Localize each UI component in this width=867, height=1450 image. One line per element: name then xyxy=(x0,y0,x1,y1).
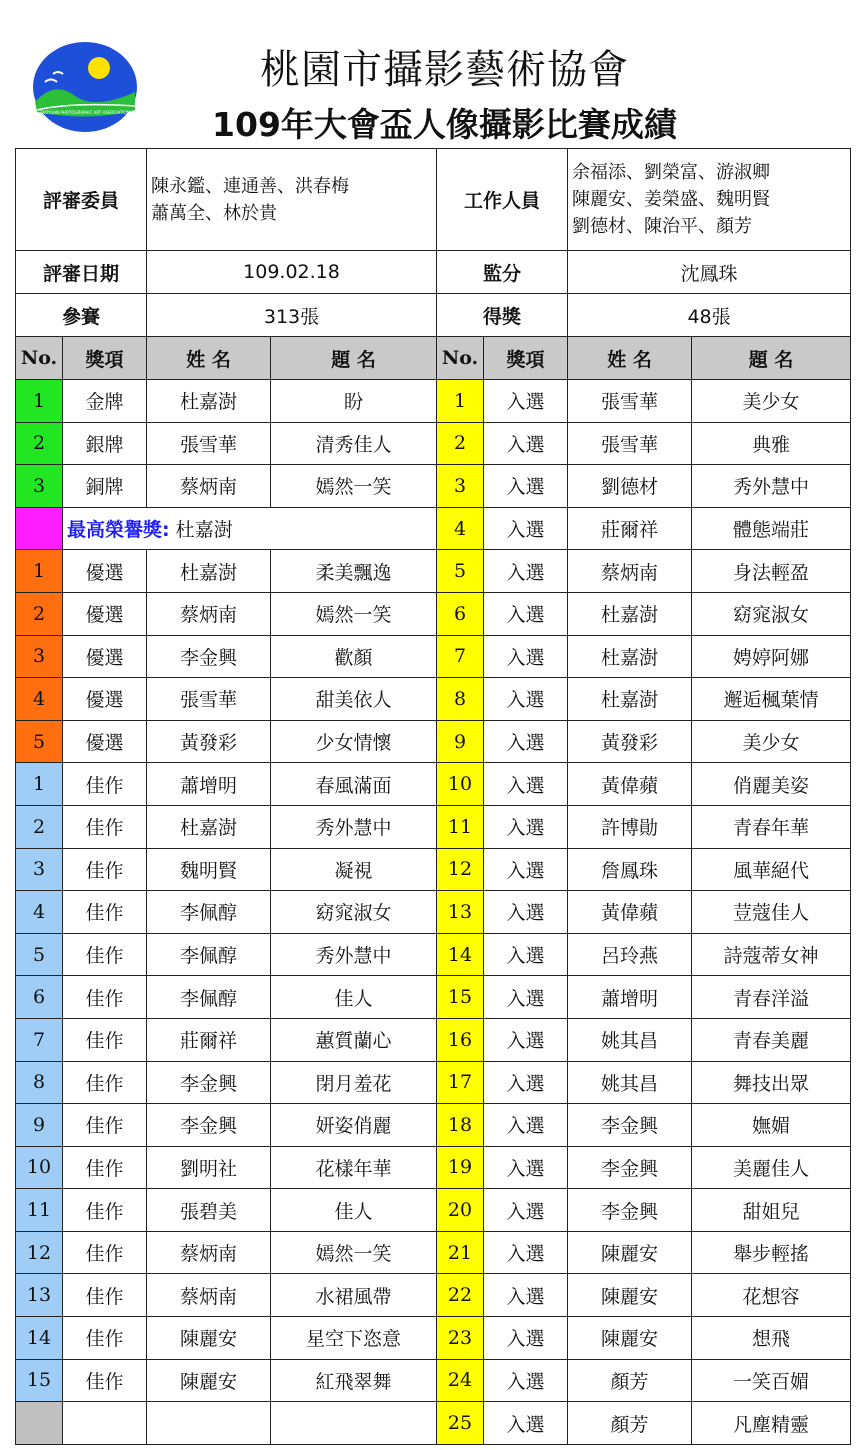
col-no: No. xyxy=(437,337,484,380)
right-award: 入選 xyxy=(484,1146,568,1189)
table-row xyxy=(16,1189,851,1232)
left-name: 張碧美 xyxy=(147,1189,271,1232)
left-title: 甜美依人 xyxy=(271,678,437,721)
left-no xyxy=(16,1402,63,1445)
right-no: 12 xyxy=(437,848,484,891)
right-title: 舞技出眾 xyxy=(692,1061,851,1104)
date-row xyxy=(16,251,851,294)
left-name xyxy=(147,1402,271,1445)
judges-row xyxy=(16,149,851,251)
table-row xyxy=(16,1274,851,1317)
left-award: 佳作 xyxy=(63,1104,147,1147)
right-name: 李金興 xyxy=(568,1146,692,1189)
left-title: 紅飛翠舞 xyxy=(271,1359,437,1402)
left-no: 13 xyxy=(16,1274,63,1317)
table-row xyxy=(16,1317,851,1360)
left-award: 優選 xyxy=(63,592,147,635)
right-no: 18 xyxy=(437,1104,484,1147)
left-award: 優選 xyxy=(63,635,147,678)
right-award: 入選 xyxy=(484,805,568,848)
left-no: 14 xyxy=(16,1317,63,1360)
left-title: 嫣然一笑 xyxy=(271,465,437,508)
right-name: 許博勛 xyxy=(568,805,692,848)
right-award: 入選 xyxy=(484,422,568,465)
left-title: 嫣然一笑 xyxy=(271,1231,437,1274)
left-award: 優選 xyxy=(63,720,147,763)
right-no: 19 xyxy=(437,1146,484,1189)
right-award: 入選 xyxy=(484,678,568,721)
right-no: 6 xyxy=(437,592,484,635)
table-row xyxy=(16,720,851,763)
page-header xyxy=(0,0,867,148)
left-award: 佳作 xyxy=(63,805,147,848)
count-row xyxy=(16,294,851,337)
left-award: 佳作 xyxy=(63,1061,147,1104)
right-award: 入選 xyxy=(484,465,568,508)
table-row xyxy=(16,422,851,465)
right-name: 莊爾祥 xyxy=(568,507,692,550)
table-row xyxy=(16,763,851,806)
left-no: 7 xyxy=(16,1018,63,1061)
right-no: 7 xyxy=(437,635,484,678)
left-name: 杜嘉澍 xyxy=(147,805,271,848)
left-no: 1 xyxy=(16,763,63,806)
right-title: 典雅 xyxy=(692,422,851,465)
left-no: 12 xyxy=(16,1231,63,1274)
table-row xyxy=(16,592,851,635)
left-award: 佳作 xyxy=(63,976,147,1019)
left-name: 張雪華 xyxy=(147,422,271,465)
left-title: 妍姿俏麗 xyxy=(271,1104,437,1147)
left-no: 4 xyxy=(16,678,63,721)
left-award: 優選 xyxy=(63,678,147,721)
left-title: 春風滿面 xyxy=(271,763,437,806)
right-no: 4 xyxy=(437,507,484,550)
right-title: 美少女 xyxy=(692,720,851,763)
supervisor-label: 監分 xyxy=(437,251,568,294)
col-name: 姓 名 xyxy=(147,337,271,380)
right-no: 17 xyxy=(437,1061,484,1104)
right-name: 杜嘉澍 xyxy=(568,592,692,635)
right-title: 花想容 xyxy=(692,1274,851,1317)
left-title: 蕙質蘭心 xyxy=(271,1018,437,1061)
left-award: 佳作 xyxy=(63,1189,147,1232)
right-name: 姚其昌 xyxy=(568,1061,692,1104)
right-name: 劉德材 xyxy=(568,465,692,508)
honor-award-cell xyxy=(63,507,437,550)
left-award: 佳作 xyxy=(63,1231,147,1274)
staff-list: 余福添、劉榮富、游淑卿 陳麗安、姜榮盛、魏明賢 劉德材、陳治平、顏芳 xyxy=(568,149,851,251)
right-award: 入選 xyxy=(484,1317,568,1360)
left-name: 蕭增明 xyxy=(147,763,271,806)
right-no: 5 xyxy=(437,550,484,593)
right-name: 陳麗安 xyxy=(568,1231,692,1274)
left-no: 3 xyxy=(16,465,63,508)
right-name: 蕭增明 xyxy=(568,976,692,1019)
left-no: 5 xyxy=(16,933,63,976)
right-no: 15 xyxy=(437,976,484,1019)
right-no: 16 xyxy=(437,1018,484,1061)
date-label: 評審日期 xyxy=(16,251,147,294)
left-name: 李佩醇 xyxy=(147,891,271,934)
right-title: 青春美麗 xyxy=(692,1018,851,1061)
awards-value: 48張 xyxy=(568,294,851,337)
left-name: 李金興 xyxy=(147,1061,271,1104)
table-row xyxy=(16,805,851,848)
left-name: 黃發彩 xyxy=(147,720,271,763)
left-name: 莊爾祥 xyxy=(147,1018,271,1061)
right-name: 詹鳳珠 xyxy=(568,848,692,891)
table-row xyxy=(16,507,851,550)
honor-color-cell xyxy=(16,507,63,550)
right-no: 3 xyxy=(437,465,484,508)
left-award: 金牌 xyxy=(63,380,147,423)
col-award: 獎項 xyxy=(484,337,568,380)
right-name: 姚其昌 xyxy=(568,1018,692,1061)
left-title: 歡顏 xyxy=(271,635,437,678)
right-award: 入選 xyxy=(484,1274,568,1317)
left-award: 銀牌 xyxy=(63,422,147,465)
right-title: 邂逅楓葉情 xyxy=(692,678,851,721)
left-no: 3 xyxy=(16,635,63,678)
left-no: 11 xyxy=(16,1189,63,1232)
left-title: 秀外慧中 xyxy=(271,805,437,848)
left-name: 蔡炳南 xyxy=(147,1231,271,1274)
table-row xyxy=(16,933,851,976)
honor-name: 杜嘉澍 xyxy=(175,519,233,542)
left-title: 水裙風帶 xyxy=(271,1274,437,1317)
left-name: 李金興 xyxy=(147,635,271,678)
left-name: 李佩醇 xyxy=(147,976,271,1019)
left-title: 窈窕淑女 xyxy=(271,891,437,934)
right-no: 25 xyxy=(437,1402,484,1445)
right-no: 24 xyxy=(437,1359,484,1402)
table-row xyxy=(16,635,851,678)
col-name: 姓 名 xyxy=(568,337,692,380)
right-award: 入選 xyxy=(484,380,568,423)
left-name: 陳麗安 xyxy=(147,1317,271,1360)
col-title: 題 名 xyxy=(692,337,851,380)
right-name: 黃偉蘋 xyxy=(568,763,692,806)
left-title: 凝視 xyxy=(271,848,437,891)
right-no: 2 xyxy=(437,422,484,465)
left-award: 佳作 xyxy=(63,1274,147,1317)
left-no: 2 xyxy=(16,592,63,635)
right-title: 詩蔻蒂女神 xyxy=(692,933,851,976)
table-row xyxy=(16,380,851,423)
left-no: 9 xyxy=(16,1104,63,1147)
table-row xyxy=(16,1359,851,1402)
right-award: 入選 xyxy=(484,1402,568,1445)
right-title: 美少女 xyxy=(692,380,851,423)
left-name: 蔡炳南 xyxy=(147,592,271,635)
right-title: 身法輕盈 xyxy=(692,550,851,593)
table-row xyxy=(16,891,851,934)
right-award: 入選 xyxy=(484,635,568,678)
staff-label: 工作人員 xyxy=(437,149,568,251)
right-title: 窈窕淑女 xyxy=(692,592,851,635)
col-title: 題 名 xyxy=(271,337,437,380)
left-award: 佳作 xyxy=(63,1018,147,1061)
table-row xyxy=(16,1104,851,1147)
right-award: 入選 xyxy=(484,1104,568,1147)
left-no: 2 xyxy=(16,422,63,465)
page-subtitle: 109年大會盃人像攝影比賽成績 xyxy=(212,105,677,144)
right-award: 入選 xyxy=(484,848,568,891)
left-award: 銅牌 xyxy=(63,465,147,508)
left-name: 張雪華 xyxy=(147,678,271,721)
right-award: 入選 xyxy=(484,1231,568,1274)
right-title: 嫵媚 xyxy=(692,1104,851,1147)
left-no: 3 xyxy=(16,848,63,891)
left-award: 佳作 xyxy=(63,1359,147,1402)
table-row xyxy=(16,1061,851,1104)
left-title: 佳人 xyxy=(271,1189,437,1232)
left-no: 4 xyxy=(16,891,63,934)
right-title: 凡塵精靈 xyxy=(692,1402,851,1445)
right-name: 李金興 xyxy=(568,1189,692,1232)
table-row xyxy=(16,1231,851,1274)
right-no: 23 xyxy=(437,1317,484,1360)
svg-text:TAOYUAN PHOTOGRAPHIC ART ASSOC: TAOYUAN PHOTOGRAPHIC ART ASSOCIATION xyxy=(40,110,130,115)
left-award: 佳作 xyxy=(63,933,147,976)
right-no: 11 xyxy=(437,805,484,848)
entries-value: 313張 xyxy=(147,294,437,337)
right-award: 入選 xyxy=(484,976,568,1019)
left-title: 嫣然一笑 xyxy=(271,592,437,635)
col-award: 獎項 xyxy=(63,337,147,380)
left-no: 2 xyxy=(16,805,63,848)
table-row xyxy=(16,1146,851,1189)
left-no: 10 xyxy=(16,1146,63,1189)
right-no: 20 xyxy=(437,1189,484,1232)
right-title: 娉婷阿娜 xyxy=(692,635,851,678)
right-name: 陳麗安 xyxy=(568,1274,692,1317)
left-award: 佳作 xyxy=(63,891,147,934)
honor-label: 最高榮譽獎: xyxy=(67,519,170,542)
table-row xyxy=(16,1018,851,1061)
table-row xyxy=(16,465,851,508)
results-table xyxy=(15,148,851,1445)
left-title xyxy=(271,1402,437,1445)
entries-label: 參賽 xyxy=(16,294,147,337)
table-row xyxy=(16,1402,851,1445)
table-row xyxy=(16,678,851,721)
right-no: 8 xyxy=(437,678,484,721)
table-row xyxy=(16,550,851,593)
left-title: 少女情懷 xyxy=(271,720,437,763)
right-title: 舉步輕搖 xyxy=(692,1231,851,1274)
left-name: 蔡炳南 xyxy=(147,465,271,508)
left-name: 陳麗安 xyxy=(147,1359,271,1402)
page-title: 桃園市攝影藝術協會 xyxy=(260,47,629,93)
right-name: 顏芳 xyxy=(568,1359,692,1402)
left-title: 佳人 xyxy=(271,976,437,1019)
right-title: 荳蔻佳人 xyxy=(692,891,851,934)
right-no: 14 xyxy=(437,933,484,976)
right-name: 杜嘉澍 xyxy=(568,635,692,678)
left-no: 15 xyxy=(16,1359,63,1402)
right-award: 入選 xyxy=(484,1189,568,1232)
right-name: 黃偉蘋 xyxy=(568,891,692,934)
right-title: 想飛 xyxy=(692,1317,851,1360)
left-award: 優選 xyxy=(63,550,147,593)
left-award: 佳作 xyxy=(63,1317,147,1360)
right-award: 入選 xyxy=(484,550,568,593)
left-name: 李金興 xyxy=(147,1104,271,1147)
right-name: 張雪華 xyxy=(568,380,692,423)
right-title: 一笑百媚 xyxy=(692,1359,851,1402)
left-title: 盼 xyxy=(271,380,437,423)
right-name: 黃發彩 xyxy=(568,720,692,763)
left-no: 8 xyxy=(16,1061,63,1104)
left-name: 蔡炳南 xyxy=(147,1274,271,1317)
supervisor-value: 沈鳳珠 xyxy=(568,251,851,294)
right-title: 美麗佳人 xyxy=(692,1146,851,1189)
left-name: 杜嘉澍 xyxy=(147,550,271,593)
right-name: 陳麗安 xyxy=(568,1317,692,1360)
right-title: 青春年華 xyxy=(692,805,851,848)
right-title: 秀外慧中 xyxy=(692,465,851,508)
right-award: 入選 xyxy=(484,763,568,806)
right-title: 風華絕代 xyxy=(692,848,851,891)
right-no: 13 xyxy=(437,891,484,934)
date-value: 109.02.18 xyxy=(147,251,437,294)
left-name: 魏明賢 xyxy=(147,848,271,891)
left-award xyxy=(63,1402,147,1445)
table-row xyxy=(16,976,851,1019)
right-title: 體態端莊 xyxy=(692,507,851,550)
right-award: 入選 xyxy=(484,933,568,976)
left-award: 佳作 xyxy=(63,1146,147,1189)
left-name: 杜嘉澍 xyxy=(147,380,271,423)
right-title: 俏麗美姿 xyxy=(692,763,851,806)
left-no: 5 xyxy=(16,720,63,763)
left-title: 星空下恣意 xyxy=(271,1317,437,1360)
awards-label: 得獎 xyxy=(437,294,568,337)
column-header-row xyxy=(16,337,851,380)
right-award: 入選 xyxy=(484,1359,568,1402)
right-name: 張雪華 xyxy=(568,422,692,465)
col-no: No. xyxy=(16,337,63,380)
right-award: 入選 xyxy=(484,891,568,934)
judges-label: 評審委員 xyxy=(16,149,147,251)
right-no: 9 xyxy=(437,720,484,763)
right-award: 入選 xyxy=(484,592,568,635)
right-title: 青春洋溢 xyxy=(692,976,851,1019)
left-title: 清秀佳人 xyxy=(271,422,437,465)
left-award: 佳作 xyxy=(63,848,147,891)
right-title: 甜姐兒 xyxy=(692,1189,851,1232)
right-no: 10 xyxy=(437,763,484,806)
left-name: 劉明社 xyxy=(147,1146,271,1189)
right-no: 21 xyxy=(437,1231,484,1274)
left-no: 1 xyxy=(16,550,63,593)
left-name: 李佩醇 xyxy=(147,933,271,976)
right-name: 杜嘉澍 xyxy=(568,678,692,721)
right-no: 1 xyxy=(437,380,484,423)
left-no: 1 xyxy=(16,380,63,423)
left-title: 柔美飄逸 xyxy=(271,550,437,593)
judges-list: 陳永鑑、連通善、洪春梅 蕭萬全、林於貴 xyxy=(147,149,437,251)
left-title: 閉月羞花 xyxy=(271,1061,437,1104)
left-title: 秀外慧中 xyxy=(271,933,437,976)
right-name: 顏芳 xyxy=(568,1402,692,1445)
left-title: 花樣年華 xyxy=(271,1146,437,1189)
table-row xyxy=(16,848,851,891)
right-award: 入選 xyxy=(484,1018,568,1061)
right-name: 蔡炳南 xyxy=(568,550,692,593)
right-award: 入選 xyxy=(484,507,568,550)
right-no: 22 xyxy=(437,1274,484,1317)
right-name: 李金興 xyxy=(568,1104,692,1147)
right-award: 入選 xyxy=(484,1061,568,1104)
left-no: 6 xyxy=(16,976,63,1019)
right-name: 呂玲燕 xyxy=(568,933,692,976)
right-award: 入選 xyxy=(484,720,568,763)
left-award: 佳作 xyxy=(63,763,147,806)
